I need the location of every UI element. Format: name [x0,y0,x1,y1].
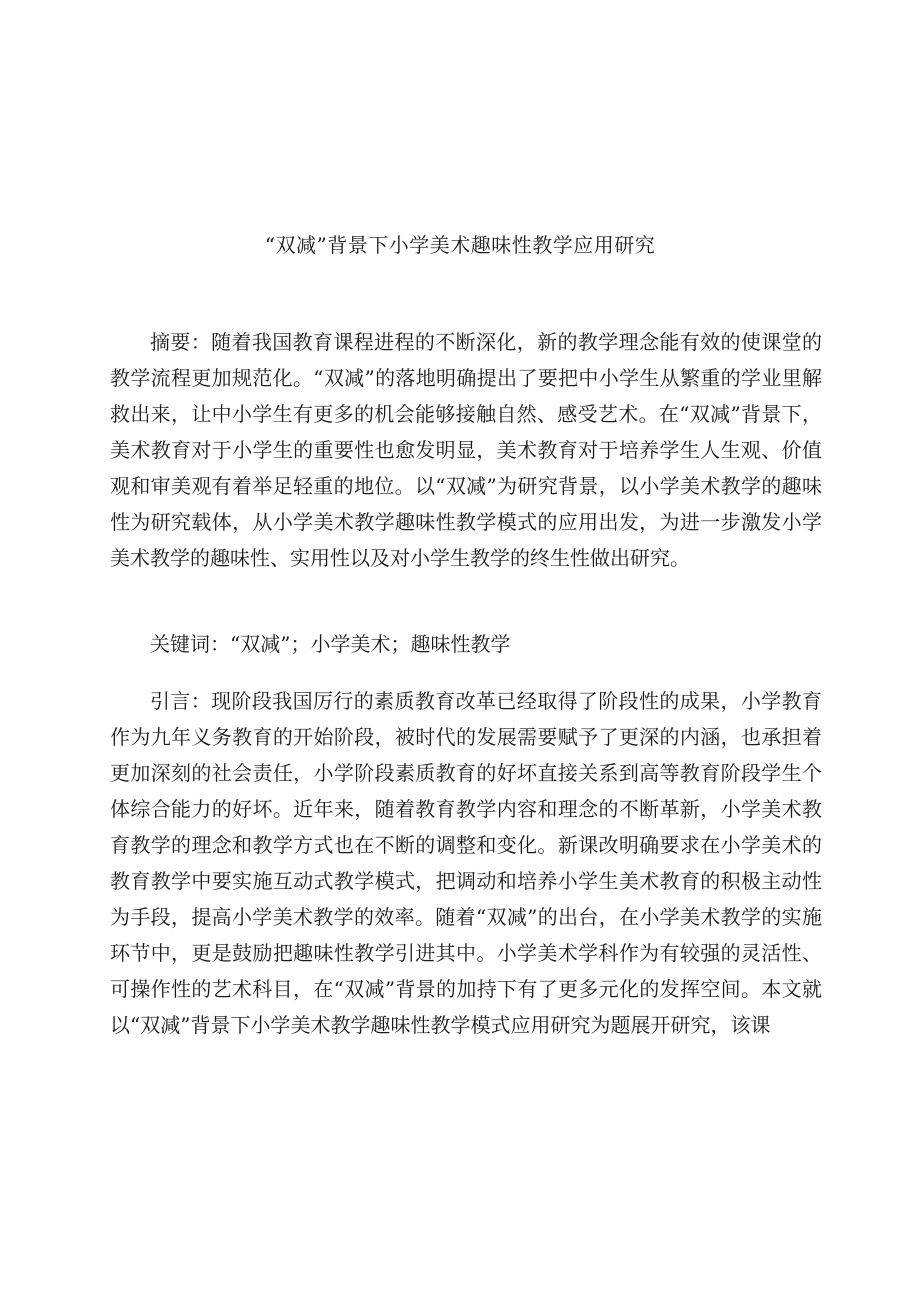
document-title: “双减”背景下小学美术趣味性教学应用研究 [264,233,656,257]
introduction-paragraph: 引言：现阶段我国厉行的素质教育改革已经取得了阶段性的成果，小学教育作为九年义务教育的开始阶段，被时代的发展需要赋予了更深的内涵，也承担着更加深刻的社会责任，小学阶段素质教育的好坏直接关系到高等教育阶段学生个体综合能力的好坏。近年来，随着教育教学内容和理念的不断革新，小学美术教育教学的理念和教学方式也在不断的调整和变化。新课改明确要求在小学美术的教育教学中要实施互动式教学模式，把调动和培养小学生美术教育的积极主动性为手段，提高小学美术教学的效率。随着“双减”的出台，在小学美术教学的实施环节中，更是鼓励把趣味性教学引进其中。小学美术学科作为有较强的灵活性、可操作性的艺术科目，在“双减”背景的加持下有了更多元化的发挥空间。本文就以“双减”背景下小学美术教学趣味性教学模式应用研究为题展开研究，该课 [110,689,822,1037]
keywords-paragraph: 关键词：“双减”；小学美术；趣味性教学 [150,632,511,656]
abstract-paragraph: 摘要：随着我国教育课程进程的不断深化，新的教学理念能有效的使课堂的教学流程更加规范化。“双减”的落地明确提出了要把中小学生从繁重的学业里解救出来，让中小学生有更多的机会能够接触自然、感受艺术。在“双减”背景下，美术教育对于小学生的重要性也愈发明显，美术教育对于培养学生人生观、价值观和审美观有着举足轻重的地位。以“双减”为研究背景，以小学美术教学的趣味性为研究载体，从小学美术教学趣味性教学模式的应用出发，为进一步激发小学美术教学的趣味性、实用性以及对小学生教学的终生性做出研究。 [110,330,822,570]
